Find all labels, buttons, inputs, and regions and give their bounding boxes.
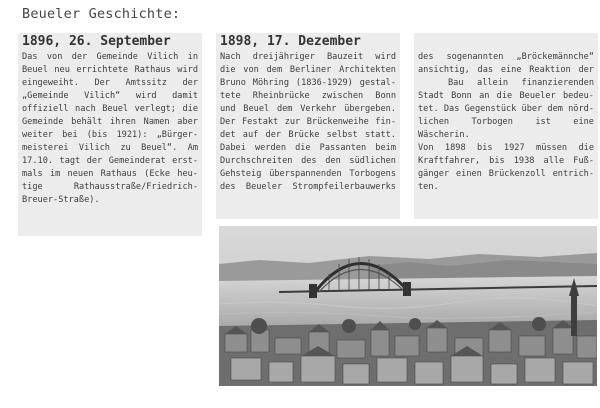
text-line: Nach dreijähriger Bauzeit wird bbox=[220, 52, 396, 62]
text-line: „Gemeinde Vilich“ wird damit bbox=[22, 91, 198, 101]
panel-title-1898: 1898, 17. Dezember bbox=[220, 34, 361, 49]
text-line: gänger einen Brückenzoll entrich- bbox=[418, 169, 594, 179]
text-line: lichen Torbogen ist eine bbox=[418, 117, 594, 127]
page-heading: Beueler Geschichte: bbox=[22, 6, 181, 22]
panel-title-1896: 1896, 26. September bbox=[22, 34, 171, 49]
historic-bridge-photo bbox=[219, 226, 597, 386]
text-line: Gemeinde behält ihren Namen aber bbox=[22, 117, 198, 127]
text-line: Kraftfahrer, bis 1938 alle Fuß- bbox=[418, 156, 594, 166]
text-line: tige Rathausstraße/Friedrich- bbox=[22, 182, 198, 192]
history-panel-1898 bbox=[216, 33, 400, 219]
text-line: Gehsteig überspannenden Torbogens bbox=[220, 169, 396, 179]
text-line: Wäscherin. bbox=[418, 130, 470, 140]
text-line: meisterei Vilich zu Beuel“. Am bbox=[22, 143, 198, 153]
text-line: ten. bbox=[418, 182, 439, 192]
text-line: Das von der Gemeinde Vilich in bbox=[22, 52, 198, 62]
text-line: tet. Das Gegenstück über dem nörd- bbox=[418, 104, 594, 114]
text-line: des Beueler Strompfeilerbauwerks bbox=[220, 182, 396, 192]
text-line: offiziell nach Beuel verlegt; die bbox=[22, 104, 198, 114]
text-line: und Beuel dem Verkehr übergeben. bbox=[220, 104, 396, 114]
text-line: die von dem Berliner Architekten bbox=[220, 65, 396, 75]
text-line: Stadt Bonn an die Beueler bedeu- bbox=[418, 91, 594, 101]
text-line: Bau allein finanzierenden bbox=[448, 78, 594, 88]
text-line: Dabei werden die Passanten beim bbox=[220, 143, 396, 153]
text-line: ansichtig, das eine Reaktion der bbox=[418, 65, 594, 75]
text-line: mals im neuen Rathaus (Ecke heu- bbox=[22, 169, 198, 179]
text-line: tete Rheinbrücke zwischen Bonn bbox=[220, 91, 396, 101]
text-line: Von 1898 bis 1927 müssen die bbox=[418, 143, 594, 153]
text-line: det auf der Brücke selbst statt. bbox=[220, 130, 396, 140]
text-line: des sogenannten „Bröckemännche“ bbox=[418, 52, 594, 62]
text-line: eingeweiht. Der Amtssitz der bbox=[22, 78, 198, 88]
history-panel-1896 bbox=[18, 33, 202, 236]
text-line: Beuel neu errichtete Rathaus wird bbox=[22, 65, 198, 75]
history-panel-continued bbox=[414, 33, 598, 219]
bridge-photo-illustration bbox=[219, 226, 597, 386]
text-line: Durchschreiten des den südlichen bbox=[220, 156, 396, 166]
text-line: Der Festakt zur Brückenweihe fin- bbox=[220, 117, 396, 127]
text-line: 17.10. tagt der Gemeinderat erst- bbox=[22, 156, 198, 166]
text-line: weiter bei (bis 1921): „Bürger- bbox=[22, 130, 198, 140]
text-line: Breuer-Straße). bbox=[22, 195, 100, 205]
text-line: Bruno Möhring (1836-1929) gestal- bbox=[220, 78, 396, 88]
